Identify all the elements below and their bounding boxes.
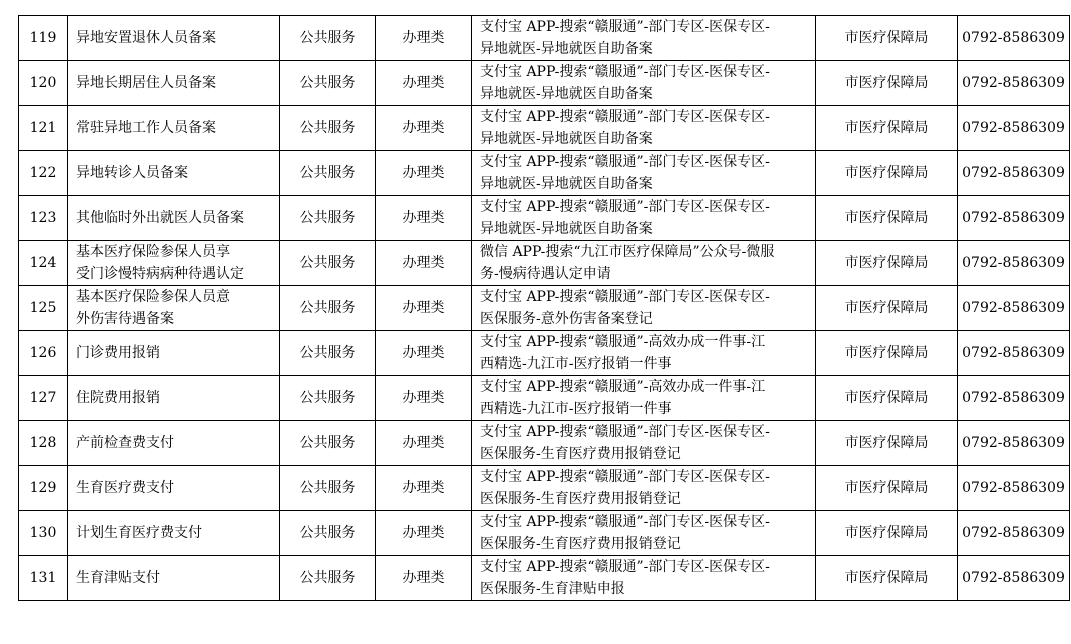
contact-phone: 0792-8586309 <box>958 106 1070 151</box>
table-row <box>19 241 1070 286</box>
service-category: 公共服务 <box>280 376 376 421</box>
row-number: 120 <box>19 61 68 106</box>
contact-phone: 0792-8586309 <box>958 241 1070 286</box>
department: 市医疗保障局 <box>816 241 958 286</box>
department: 市医疗保障局 <box>816 61 958 106</box>
department: 市医疗保障局 <box>816 16 958 61</box>
item-type: 办理类 <box>376 556 472 601</box>
item-name: 计划生育医疗费支付 <box>68 511 280 556</box>
department: 市医疗保障局 <box>816 376 958 421</box>
table-row <box>19 511 1070 556</box>
item-type: 办理类 <box>376 106 472 151</box>
service-category: 公共服务 <box>280 421 376 466</box>
item-type: 办理类 <box>376 151 472 196</box>
table-row <box>19 286 1070 331</box>
row-number: 123 <box>19 196 68 241</box>
service-category: 公共服务 <box>280 556 376 601</box>
table-row <box>19 61 1070 106</box>
item-name: 异地长期居住人员备案 <box>68 61 280 106</box>
service-category: 公共服务 <box>280 286 376 331</box>
row-number: 128 <box>19 421 68 466</box>
department: 市医疗保障局 <box>816 556 958 601</box>
item-name: 基本医疗保险参保人员意 外伤害待遇备案 <box>68 286 280 331</box>
contact-phone: 0792-8586309 <box>958 421 1070 466</box>
handling-channel: 微信 APP-搜索“九江市医疗保障局”公众号-微服 务-慢病待遇认定申请 <box>472 241 816 286</box>
handling-channel: 支付宝 APP-搜索“赣服通”-高效办成一件事-江 西精选-九江市-医疗报销一件事 <box>472 376 816 421</box>
contact-phone: 0792-8586309 <box>958 196 1070 241</box>
row-number: 131 <box>19 556 68 601</box>
handling-channel: 支付宝 APP-搜索“赣服通”-部门专区-医保专区- 异地就医-异地就医自助备案 <box>472 61 816 106</box>
department: 市医疗保障局 <box>816 286 958 331</box>
service-category: 公共服务 <box>280 106 376 151</box>
item-name: 生育津贴支付 <box>68 556 280 601</box>
item-type: 办理类 <box>376 376 472 421</box>
item-type: 办理类 <box>376 196 472 241</box>
service-category: 公共服务 <box>280 331 376 376</box>
contact-phone: 0792-8586309 <box>958 331 1070 376</box>
item-type: 办理类 <box>376 466 472 511</box>
department: 市医疗保障局 <box>816 106 958 151</box>
table-row <box>19 16 1070 61</box>
row-number: 121 <box>19 106 68 151</box>
table-row <box>19 556 1070 601</box>
service-category: 公共服务 <box>280 16 376 61</box>
handling-channel: 支付宝 APP-搜索“赣服通”-高效办成一件事-江 西精选-九江市-医疗报销一件事 <box>472 331 816 376</box>
item-type: 办理类 <box>376 61 472 106</box>
item-name: 产前检查费支付 <box>68 421 280 466</box>
item-type: 办理类 <box>376 241 472 286</box>
item-name: 异地转诊人员备案 <box>68 151 280 196</box>
item-name: 门诊费用报销 <box>68 331 280 376</box>
table-row <box>19 151 1070 196</box>
handling-channel: 支付宝 APP-搜索“赣服通”-部门专区-医保专区- 医保服务-生育医疗费用报销登记 <box>472 466 816 511</box>
row-number: 127 <box>19 376 68 421</box>
contact-phone: 0792-8586309 <box>958 151 1070 196</box>
item-type: 办理类 <box>376 511 472 556</box>
row-number: 119 <box>19 16 68 61</box>
table-row <box>19 466 1070 511</box>
item-type: 办理类 <box>376 16 472 61</box>
department: 市医疗保障局 <box>816 331 958 376</box>
service-category: 公共服务 <box>280 61 376 106</box>
item-name: 住院费用报销 <box>68 376 280 421</box>
item-name: 生育医疗费支付 <box>68 466 280 511</box>
handling-channel: 支付宝 APP-搜索“赣服通”-部门专区-医保专区- 异地就医-异地就医自助备案 <box>472 196 816 241</box>
handling-channel: 支付宝 APP-搜索“赣服通”-部门专区-医保专区- 异地就医-异地就医自助备案 <box>472 106 816 151</box>
table-row <box>19 331 1070 376</box>
service-category: 公共服务 <box>280 466 376 511</box>
contact-phone: 0792-8586309 <box>958 286 1070 331</box>
contact-phone: 0792-8586309 <box>958 466 1070 511</box>
contact-phone: 0792-8586309 <box>958 376 1070 421</box>
department: 市医疗保障局 <box>816 421 958 466</box>
row-number: 129 <box>19 466 68 511</box>
service-table <box>18 15 1070 601</box>
contact-phone: 0792-8586309 <box>958 16 1070 61</box>
department: 市医疗保障局 <box>816 466 958 511</box>
item-type: 办理类 <box>376 331 472 376</box>
service-category: 公共服务 <box>280 196 376 241</box>
row-number: 122 <box>19 151 68 196</box>
contact-phone: 0792-8586309 <box>958 61 1070 106</box>
item-name: 其他临时外出就医人员备案 <box>68 196 280 241</box>
service-category: 公共服务 <box>280 151 376 196</box>
table-row <box>19 196 1070 241</box>
department: 市医疗保障局 <box>816 196 958 241</box>
department: 市医疗保障局 <box>816 151 958 196</box>
handling-channel: 支付宝 APP-搜索“赣服通”-部门专区-医保专区- 异地就医-异地就医自助备案 <box>472 151 816 196</box>
item-type: 办理类 <box>376 421 472 466</box>
table-row <box>19 106 1070 151</box>
handling-channel: 支付宝 APP-搜索“赣服通”-部门专区-医保专区- 医保服务-生育津贴申报 <box>472 556 816 601</box>
item-type: 办理类 <box>376 286 472 331</box>
contact-phone: 0792-8586309 <box>958 556 1070 601</box>
handling-channel: 支付宝 APP-搜索“赣服通”-部门专区-医保专区- 医保服务-意外伤害备案登记 <box>472 286 816 331</box>
handling-channel: 支付宝 APP-搜索“赣服通”-部门专区-医保专区- 医保服务-生育医疗费用报销登记 <box>472 421 816 466</box>
handling-channel: 支付宝 APP-搜索“赣服通”-部门专区-医保专区- 异地就医-异地就医自助备案 <box>472 16 816 61</box>
handling-channel: 支付宝 APP-搜索“赣服通”-部门专区-医保专区- 医保服务-生育医疗费用报销登记 <box>472 511 816 556</box>
service-category: 公共服务 <box>280 511 376 556</box>
item-name: 异地安置退休人员备案 <box>68 16 280 61</box>
row-number: 130 <box>19 511 68 556</box>
item-name: 常驻异地工作人员备案 <box>68 106 280 151</box>
row-number: 124 <box>19 241 68 286</box>
department: 市医疗保障局 <box>816 511 958 556</box>
table-row <box>19 376 1070 421</box>
table-row <box>19 421 1070 466</box>
service-category: 公共服务 <box>280 241 376 286</box>
contact-phone: 0792-8586309 <box>958 511 1070 556</box>
row-number: 125 <box>19 286 68 331</box>
row-number: 126 <box>19 331 68 376</box>
item-name: 基本医疗保险参保人员享 受门诊慢特病病种待遇认定 <box>68 241 280 286</box>
